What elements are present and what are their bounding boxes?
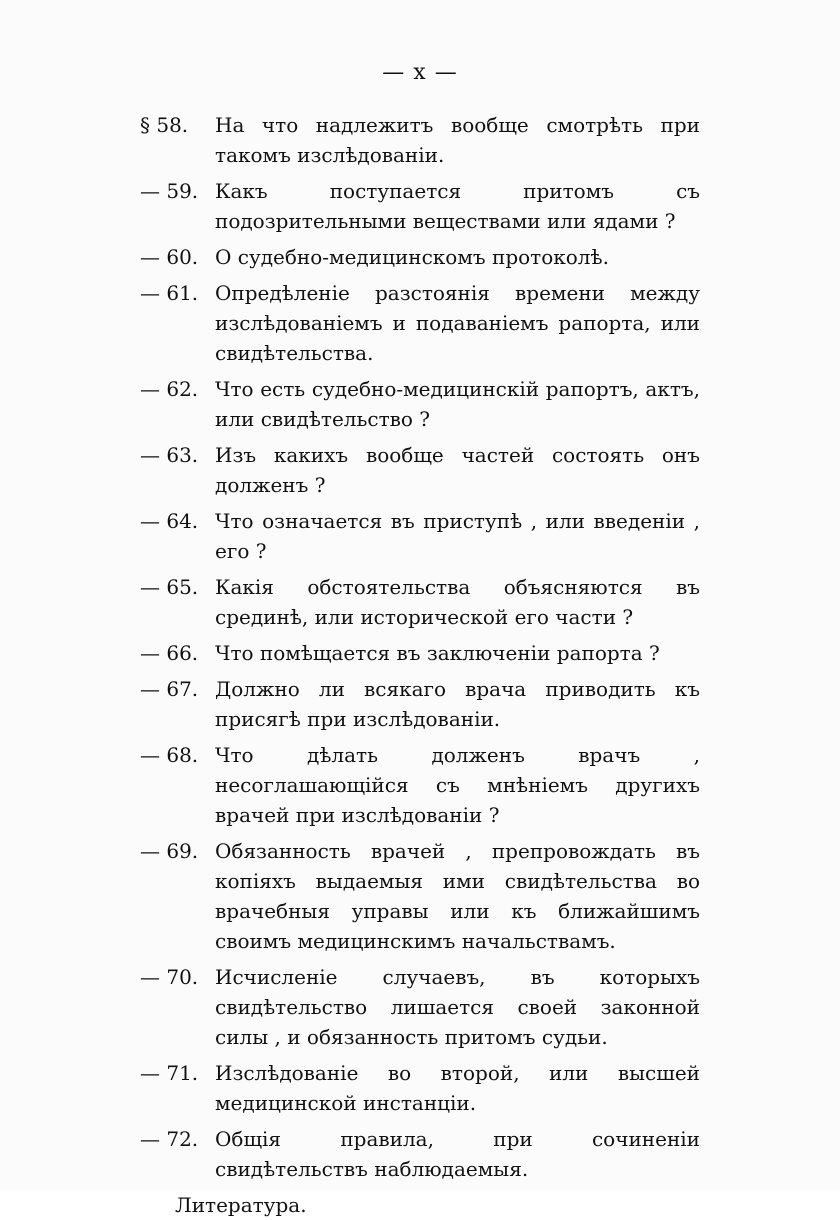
section-title: Общія правила, при сочиненіи свидѣтельствъ наблюдаемыя. [215,1127,700,1181]
section-title: Опредѣленіе разстоянія времени между изслѣдованіемъ и подаваніемъ рапорта, или свидѣтельства. [215,281,700,365]
section-title: Что помѣщается въ заключеніи рапорта ? [215,641,660,665]
toc-entry [140,374,700,434]
section-number: — 65. [140,575,199,599]
section-number: — 67. [140,677,199,701]
toc-entry [140,674,700,734]
section-title: Изъ какихъ вообще частей состоять онъ долженъ ? [215,443,700,497]
section-number: — 70. [140,965,199,989]
section-number: — 72. [140,1127,199,1151]
section-number: — 66. [140,641,199,665]
section-title: Что дѣлать долженъ врачъ , несоглашающійся съ мнѣніемъ другихъ врачей при изслѣдованіи ? [215,743,700,827]
toc-entry [140,572,700,632]
section-number: — 63. [140,443,199,467]
toc-entry [140,638,700,668]
section-title: Должно ли всякаго врача приводить къ присягѣ при изслѣдованіи. [215,677,700,731]
toc-entry [140,440,700,500]
toc-entry [140,962,700,1052]
toc-entry [140,506,700,566]
section-title: О судебно-медицинскомъ протоколѣ. [215,245,609,269]
section-number: § 58. [140,113,189,137]
section-number: — 69. [140,839,199,863]
running-head: — x — [382,60,458,85]
toc-entry [140,278,700,368]
toc-entry [140,836,700,956]
section-number: — 68. [140,743,199,767]
section-title: Что есть судебно-медицинскій рапортъ, актъ, или свидѣтельство ? [215,377,700,431]
toc-entry [140,242,700,272]
section-title: Какія обстоятельства объясняются въ срединѣ, или исторической его части ? [215,575,700,629]
section-number: — 59. [140,179,199,203]
table-of-contents [140,110,700,1220]
section-number: — 61. [140,281,199,305]
section-title: Исчисленіе случаевъ, въ которыхъ свидѣтельство лишается своей законной силы , и обязанность притомъ судьи. [215,965,700,1049]
toc-entry [140,110,700,170]
section-title: На что надлежитъ вообще смотрѣть при такомъ изслѣдованіи. [215,113,700,167]
section-number: — 60. [140,245,199,269]
toc-entry [140,740,700,830]
toc-entry [140,1058,700,1118]
section-title: Изслѣдованіе во второй, или высшей медицинской инстанціи. [215,1061,700,1115]
section-number: — 71. [140,1061,199,1085]
section-number: — 62. [140,377,199,401]
section-title: Какъ поступается притомъ съ подозрительными веществами или ядами ? [215,179,700,233]
section-title: Что означается въ приступѣ , или введеніи , его ? [215,509,700,563]
section-title: Обязанность врачей , препровождать въ копіяхъ выдаемыя ими свидѣтельства во врачебныя управы или къ ближайшимъ своимъ медицинскимъ начальствамъ. [215,839,700,953]
literature-heading: Литература. [175,1193,307,1217]
section-number: — 64. [140,509,199,533]
toc-entry [140,1124,700,1184]
toc-entry [140,176,700,236]
